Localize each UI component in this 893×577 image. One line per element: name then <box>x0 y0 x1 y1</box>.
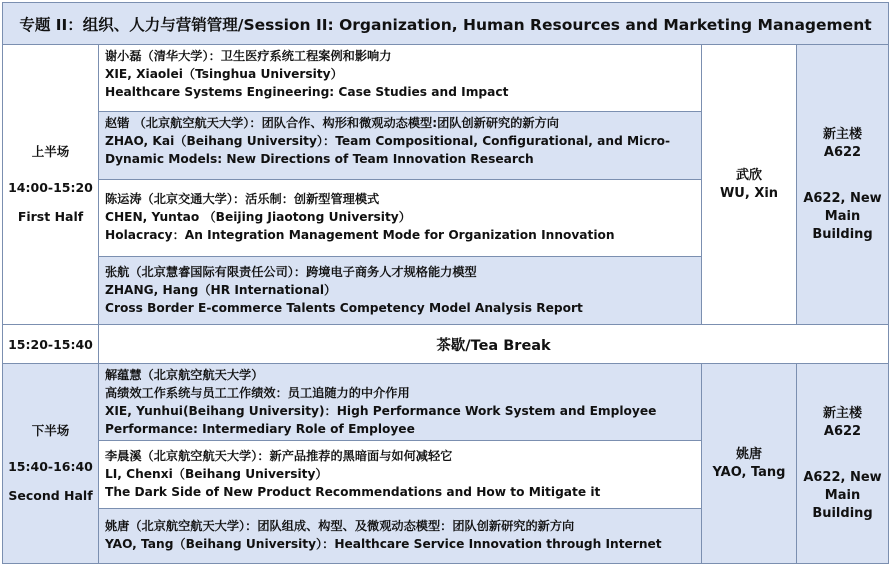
session-schedule-table <box>2 2 889 564</box>
first-half-time-cell <box>3 45 99 325</box>
chair-en: YAO, Tang <box>712 464 786 480</box>
second-half-time-cell <box>3 364 99 564</box>
first-half-time: 14:00-15:20 <box>8 179 93 195</box>
talk-speaker-en: LI, Chenxi（Beihang University） <box>105 467 328 481</box>
talk-speaker: 解蕴慧（北京航空航天大学） <box>105 368 264 382</box>
second-half-label-en: Second Half <box>8 488 93 504</box>
talk-title-en: Cross Border E-commerce Talents Competency Model Analysis Report <box>105 301 583 315</box>
talk-speaker: 李晨溪（北京航空航天大学）：新产品推荐的黑暗面与如何减轻它 <box>105 449 453 463</box>
chair-en: WU, Xin <box>719 185 779 201</box>
talk-entry <box>99 45 702 112</box>
talk-entry <box>99 257 702 325</box>
room-en-line-1: A622, New <box>803 190 882 206</box>
chair-cn: 姚唐 <box>735 446 762 462</box>
talk-title-en: The Dark Side of New Product Recommendations and How to Mitigate it <box>105 485 601 499</box>
room-en-line-3: Building <box>812 226 873 242</box>
second-half-room <box>797 364 889 564</box>
second-half-time: 15:40-16:40 <box>8 458 93 474</box>
talk-row <box>3 45 889 112</box>
first-half-label-cn: 上半场 <box>31 144 70 160</box>
talk-speaker-en: YAO, Tang（Beihang University）：Healthcare Service Innovation through Internet <box>105 537 662 551</box>
second-half-label-cn: 下半场 <box>31 423 70 439</box>
talk-speaker-en: CHEN, Yuntao （Beijing Jiaotong University） <box>105 210 411 224</box>
first-half-label-en: First Half <box>17 209 84 225</box>
room-cn: 新主楼 <box>823 405 863 421</box>
room-code: A622 <box>823 423 862 439</box>
talk-speaker: 张航（北京慧睿国际有限责任公司）：跨境电子商务人才规格能力模型 <box>105 265 477 279</box>
session-title-row <box>3 3 889 45</box>
room-en-line-2: Main <box>824 487 861 503</box>
talk-speaker-en: ZHANG, Hang（HR International） <box>105 283 337 297</box>
talk-entry <box>99 180 702 257</box>
room-en-line-1: A622, New <box>803 469 882 485</box>
talk-entry <box>99 509 702 564</box>
talk-entry <box>99 112 702 180</box>
first-half-room <box>797 45 889 325</box>
talk-speaker: 陈运涛（北京交通大学）：活乐制：创新型管理模式 <box>105 192 380 206</box>
talk-title-cn: 高绩效工作系统与员工工作绩效：员工追随力的中介作用 <box>105 386 410 400</box>
room-en-line-3: Building <box>812 505 873 521</box>
talk-speaker: 谢小磊（清华大学）：卫生医疗系统工程案例和影响力 <box>105 49 392 63</box>
break-label: 茶歇/Tea Break <box>99 325 889 364</box>
talk-speaker: 姚唐（北京航空航天大学）：团队组成、构型、及微观动态模型：团队创新研究的新方向 <box>105 519 575 533</box>
talk-row <box>3 364 889 441</box>
talk-entry <box>99 364 702 441</box>
room-en-line-2: Main <box>824 208 861 224</box>
talk-speaker-en: ZHAO, Kai（Beihang University）：Team Compositional, Configurational, and Micro-Dynamic Models: New Directions of Team Innovation Research <box>105 134 671 166</box>
room-code: A622 <box>823 144 862 160</box>
session-title: 专题 II：组织、人力与营销管理/Session II: Organization, Human Resources and Marketing Management <box>3 3 889 45</box>
talk-speaker: 赵锴 （北京航空航天大学）：团队合作、构形和微观动态模型:团队创新研究的新方向 <box>105 116 559 130</box>
talk-title-en: Holacracy：An Integration Management Mode for Organization Innovation <box>105 228 615 242</box>
talk-entry <box>99 441 702 509</box>
first-half-chair <box>702 45 797 325</box>
talk-title-en: Healthcare Systems Engineering: Case Studies and Impact <box>105 85 509 99</box>
break-time: 15:20-15:40 <box>3 325 99 364</box>
talk-speaker-en: XIE, Xiaolei（Tsinghua University） <box>105 67 343 81</box>
room-cn: 新主楼 <box>823 126 863 142</box>
chair-cn: 武欣 <box>735 167 762 183</box>
break-row <box>3 325 889 364</box>
talk-speaker-en: XIE, Yunhui(Beihang University)：High Performance Work System and Employee Performance: Intermediary Role of Employee <box>105 404 657 436</box>
second-half-chair <box>702 364 797 564</box>
